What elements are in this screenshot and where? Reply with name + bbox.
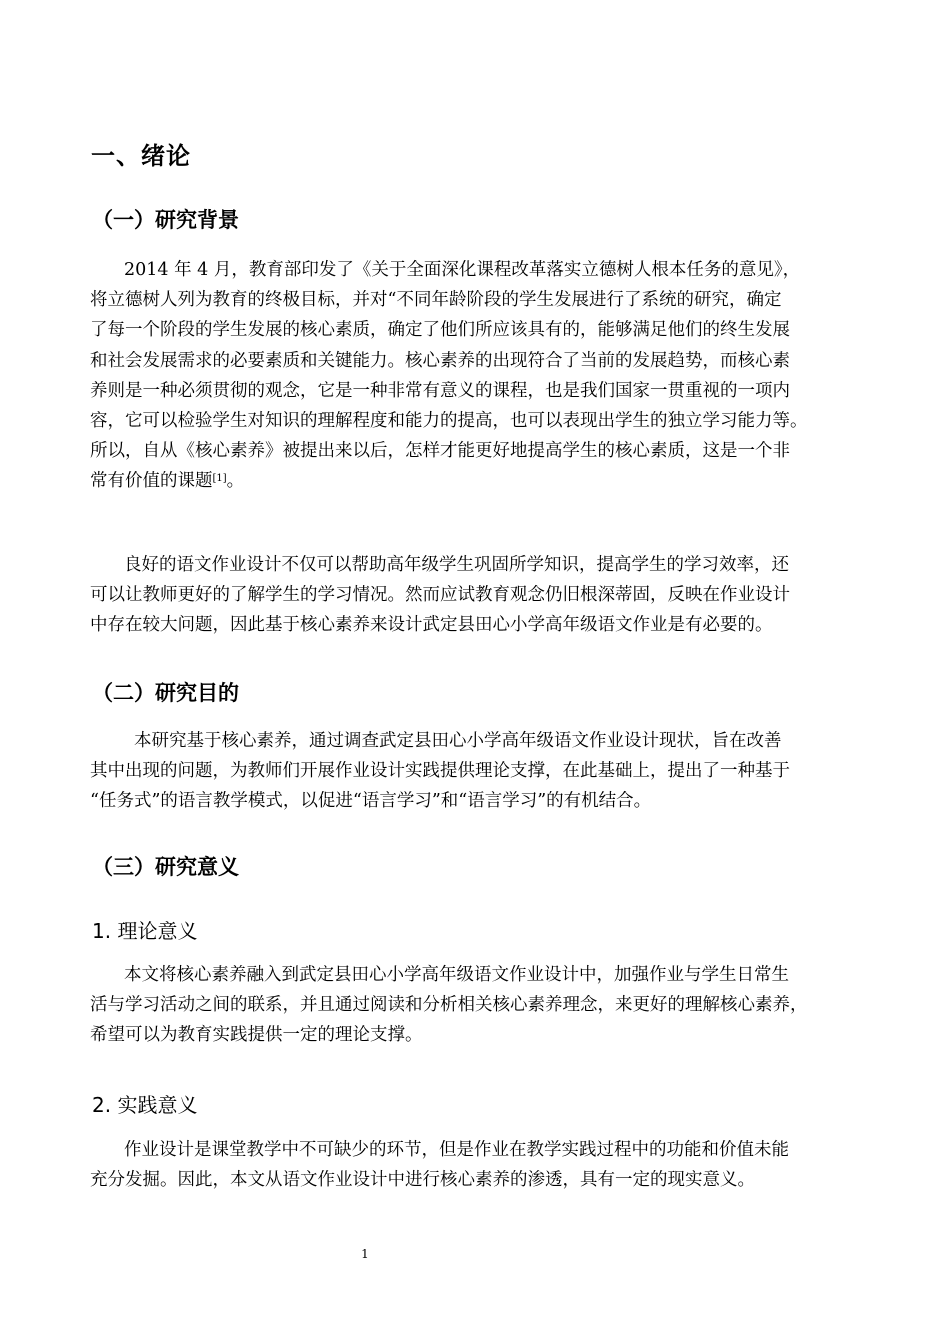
citation-ref: [1] <box>212 473 227 485</box>
text-line: 养则是一种必须贯彻的观念，它是一种非常有意义的课程，也是我们国家一贯重视的一项内 <box>90 380 790 401</box>
section-heading-purpose: （二）研究目的 <box>92 681 239 705</box>
text-line-with-citation <box>90 466 870 496</box>
text-line: 其中出现的问题，为教师们开展作业设计实践提供理论支撑，在此基础上，提出了一种基于 <box>90 761 790 782</box>
text-line: 本研究基于核心素养，通过调查武定县田心小学高年级语文作业设计现状，旨在改善 <box>134 731 782 751</box>
text-line: 中存在较大问题，因此基于核心素养来设计武定县田心小学高年级语文作业是有必要的。 <box>90 615 773 636</box>
subsection-heading-theory: 1. 理论意义 <box>92 919 198 943</box>
section-heading-background: （一）研究背景 <box>92 208 239 232</box>
text-line: 作业设计是课堂教学中不可缺少的环节，但是作业在教学实践过程中的功能和价值未能 <box>124 1140 789 1160</box>
text-line: 容，它可以检验学生对知识的理解程度和能力的提高，也可以表现出学生的独立学习能力等。 <box>90 411 808 432</box>
text-line: 良好的语文作业设计不仅可以帮助高年级学生巩固所学知识，提高学生的学习效率，还 <box>124 555 789 575</box>
page-number: 1 <box>361 1247 369 1261</box>
text-line: “任务式”的语言教学模式，以促进“语言学习”和“语言学习”的有机结合。 <box>90 791 652 812</box>
paragraph-practice <box>90 1135 870 1195</box>
text-line: 将立德树人列为教育的终极目标，并对“不同年龄阶段的学生发展进行了系统的研究，确定 <box>90 290 782 311</box>
chapter-heading: 一、绪论 <box>91 142 191 170</box>
text-line: 了每一个阶段的学生发展的核心素质，确定了他们所应该具有的，能够满足他们的终生发展 <box>90 320 790 341</box>
paragraph-theory <box>90 960 870 1051</box>
text-line: 可以让教师更好的了解学生的学习情况。然而应试教育观念仍旧根深蒂固，反映在作业设计 <box>90 585 790 606</box>
paragraph-background-1 <box>90 255 870 497</box>
section-heading-significance: （三）研究意义 <box>92 855 239 879</box>
text-line: 常有价值的课题 <box>90 471 213 492</box>
text-line: 本文将核心素养融入到武定县田心小学高年级语文作业设计中，加强作业与学生日常生 <box>124 965 789 985</box>
text-line: 2014 年 4 月，教育部印发了《关于全面深化课程改革落实立德树人根本任务的意见》， <box>124 260 801 280</box>
text-line: 充分发掘。因此，本文从语文作业设计中进行核心素养的渗透，具有一定的现实意义。 <box>90 1170 755 1191</box>
text-line: 活与学习活动之间的联系，并且通过阅读和分析相关核心素养理念，来更好的理解核心素养， <box>90 995 808 1016</box>
text-line: 和社会发展需求的必要素质和关键能力。核心素养的出现符合了当前的发展趋势，而核心素 <box>90 350 790 371</box>
text-line: 所以，自从《核心素养》被提出来以后，怎样才能更好地提高学生的核心素质，这是一个非 <box>90 441 790 462</box>
paragraph-background-2 <box>90 550 870 641</box>
subsection-heading-practice: 2. 实践意义 <box>92 1093 198 1117</box>
text-line-end: 。 <box>226 471 245 492</box>
paragraph-purpose <box>90 726 870 817</box>
text-line: 希望可以为教育实践提供一定的理论支撑。 <box>90 1025 423 1046</box>
